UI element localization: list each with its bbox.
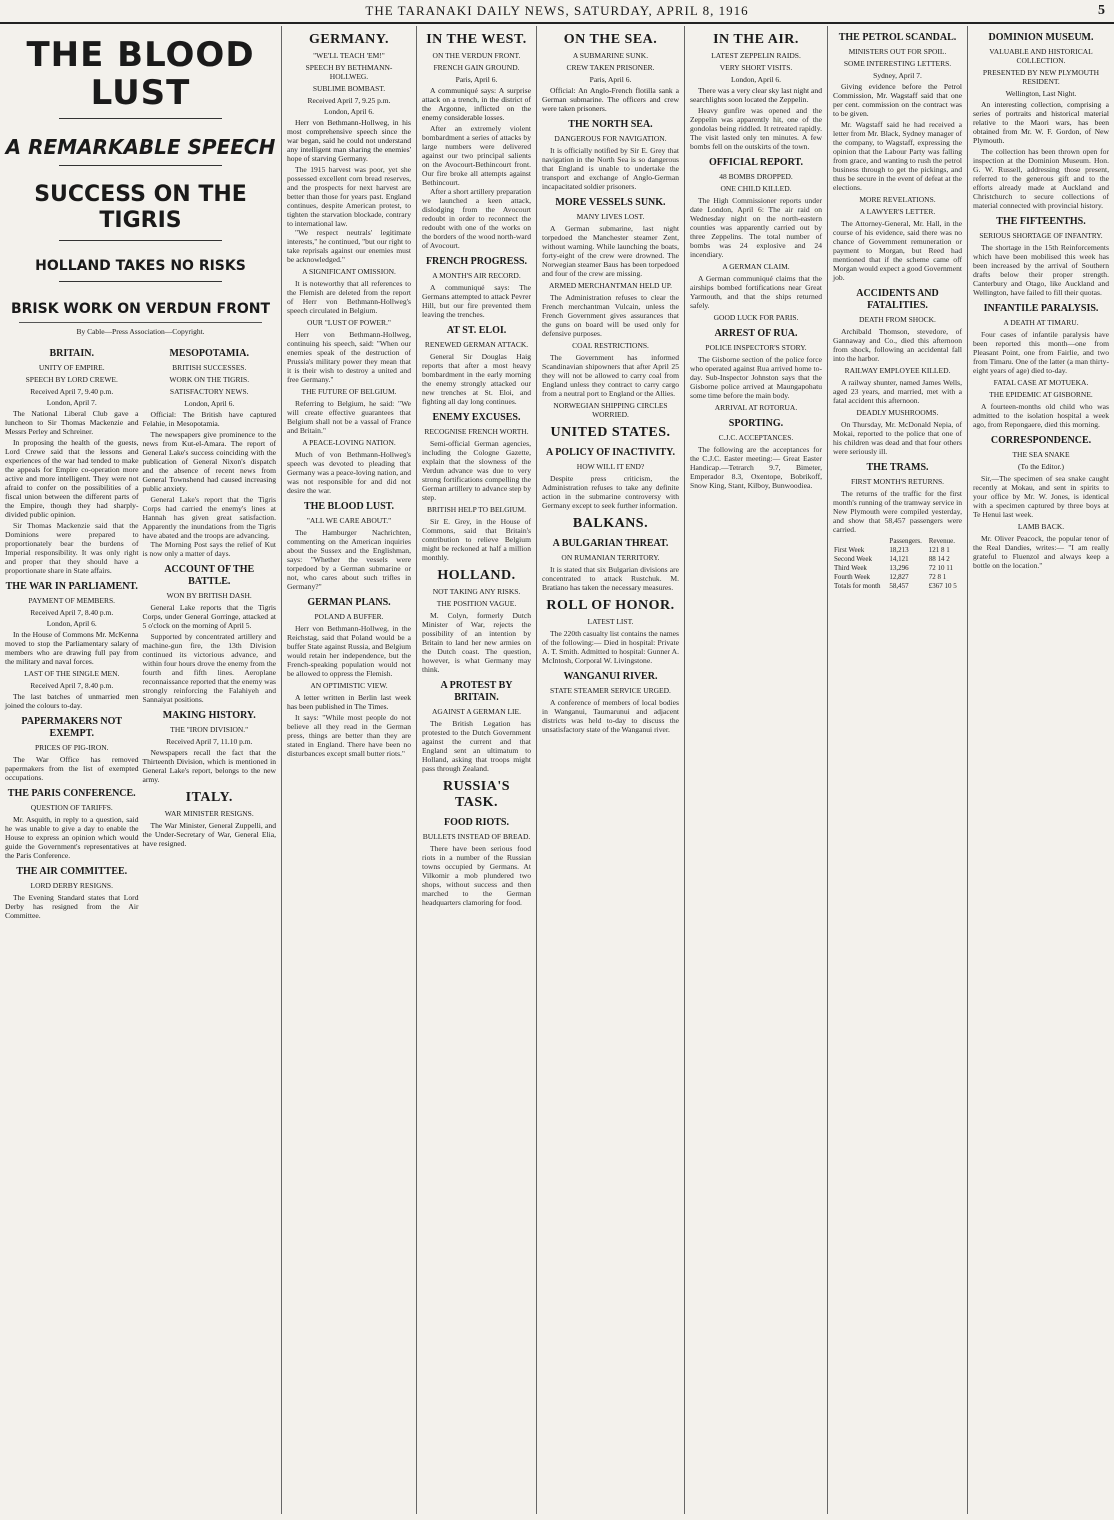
section-germany: GERMANY.: [308, 32, 390, 47]
column-west: IN THE WEST. ON THE VERDUN FRONT. FRENCH GAIN GROUND. Paris, April 6. A communiqué says: A surprise attack on a trench, in the district of the Argonne, inflicted on the enemy considerable losses. After an extremely violent bombardment a series of attacks by large numbers were delivered against our two principal salients on the Avocourt-Bethincourt front. Our fire broke all attempts against Bethincourt. After a short artillery preparation we launched a keen attack, dislodging from the Avocourt redoubt in order to reconnect the redoubt with one of the works on the borders of the wood north-ward of Avocourt. FRENCH PROGRESS. A MONTH'S AIR RECORD. A communiqué says: The Germans attempted to attack Pevrer Hill, but our fire prevented them leaving the trenches. AT ST. ELOI. RENEWED GERMAN ATTACK. General Sir Douglas Haig reports that after a most heavy bombardment in the early morning the enemy strongly attacked our new trenches at St. Eloi, and fighting all day long continues. ENEMY EXCUSES. RECOGNISE FRENCH WORTH. Semi-official German agencies, including the Cologne Gazette, explain that the slowness of the Verdun advance was due to very strong fortifications compelling the German artillery to advance step by step. BRITISH HELP TO BELGIUM. Sir E. Grey, in the House of Commons, said that Britain's contribution to relieve Belgium might be reckoned at half a million monthly. HOLLAND. NOT TAKING ANY RISKS. THE POSITION VAGUE. M. Colyn, formerly Dutch Minister of War, rejects the possibility of an intention by Britain to land her new armies on the Dutch coast. The question, however, is what Germany may think. A PROTEST BY BRITAIN. AGAINST A GERMAN LIE. The British Legation has protested to the Dutch Government against the current and that England sent an ultimatum to Holland, asking that troops might pass through Zealand. RUSSIA'S TASK. FOOD RIOTS. BULLETS INSTEAD OF BREAD. There have been serious food riots in a number of the Russian towns occupied by Germans. At Vilkomir a mob plundered two shops, without success and then marched to the German headquarters clamoring for food.: [417, 26, 537, 1514]
headline-remarkable-speech: A REMARKABLE SPEECH: [5, 135, 276, 159]
section-museum: DOMINION MUSEUM.: [988, 32, 1094, 43]
column-museum: DOMINION MUSEUM. VALUABLE AND HISTORICAL COLLECTION. PRESENTED BY NEW PLYMOUTH RESIDENT. Wellington, Last Night. An interesting collection, comprising a series of portraits and historical material relative to the Maori wars, has been obtained from Mr. W. F. Gordon, of New Plymouth. The collection has been thrown open for inspection at the Dominion Museum. Hon. G. W. Russell, addressing those present, referred to the generous gift and to the efforts already made at Auckland and Christchurch to secure collections of material connected with provincial history. THE FIFTEENTHS. SERIOUS SHORTAGE OF INFANTRY. The shortage in the 15th Reinforcements which have been mobilised this week has been increased by the arrival of Southern drafts below their proper strength. Canterbury and Otago, like Auckland and Wellington, have failed to fill their quotas. INFANTILE PARALYSIS. A DEATH AT TIMARU. Four cases of infantile paralysis have been reported this month—one from Pleasant Point, one from Fairlie, and two from Timaru. One of the latter (a man thirty-eight years of age) died to-day. FATAL CASE AT MOTUEKA. THE EPIDEMIC AT GISBORNE. A fourteen-months old child who was admitted to the isolation hospital a week ago, from Repongaere, died this morning. CORRESPONDENCE. THE SEA SNAKE (To the Editor.) Sir,—The specimen of sea snake caught recently at Mokau, and sent in spirits to your office by Mr. W. Jones, is identical with a specimen captured by three boys at Te Henui last week. LAMB BACK. Mr. Oliver Peacock, the popular tenor of the Real Dandies, writes:— "I am really grateful to Fluenzol and always keep a bottle on the location.": [973, 32, 1109, 570]
headline-holland: HOLLAND TAKES NO RISKS: [35, 258, 246, 274]
headline-verdun: BRISK WORK ON VERDUN FRONT: [10, 301, 271, 317]
column-front: THE BLOOD LUST A REMARKABLE SPEECH SUCCESS ON THE TIGRIS HOLLAND TAKES NO RISKS BRISK WORK ON VERDUN FRONT By Cable—Press Association—Copyright. BRITAIN. UNITY OF EMPIRE. SPEECH BY LORD CREWE. Received April 7, 9.40 p.m. London, April 7. The National Liberal Club gave a luncheon to Sir Thomas Mackenzie and Messrs Perley and Schreiner. In proposing the health of the guests, Lord Crewe said that the lessons and experiences of the war had tended to make the appeals for Empire co-operation more active and more intelligent. They were not afraid to confer on the possibilities of a fiscal union between the different parts of the Empire, though they had sharply-divided public opinion. Sir Thomas Mackenzie said that the Dominions were prepared to proportionately bear the burdens of Imperial responsibility. It was only right and proper that they should have a proportionate share in State affairs. THE WAR IN PARLIAMENT. PAYMENT OF MEMBERS. Received April 7, 8.40 p.m. London, April 6. In the House of Commons Mr. McKenna moved to stop the Parliamentary salary of members who are drawing full pay from the military and naval forces. LAST OF THE SINGLE MEN. Received April 7, 8.40 p.m. The last batches of unmarried men joined the colours to-day. PAPERMAKERS NOT EXEMPT. PRICES OF PIG-IRON. The War Office has removed papermakers from the list of exempted occupations. THE PARIS CONFERENCE. QUESTION OF TARIFFS. Mr. Asquith, in reply to a question, said he was unable to give a day to enable the House to express an opinion which would guide the Government's representatives at the Paris Conference. THE AIR COMMITTEE. LORD DERBY RESIGNS. The Evening Standard states that Lord Derby has resigned from the Air Committee. MESOPOTAMIA. BRITISH SUCCESSES. WORK ON THE TIGRIS. SATISFACTORY NEWS. London, April 6. Official: The British have captured Felahie, in Mesopotamia. The newspapers give prominence to the news from Kut-el-Amara. The report of General Lake's success coinciding with the publication of General Nixon's dispatch and the absence of recent news from General Townshend had caused increasing public anxiety. General Lake's report that the Tigris Corps had carried the enemy's lines at Hannah has given great satisfaction. Apparently the inundations from the Tigris have abated and the troops are advancing. The Morning Post says the relief of Kut is now only a matter of days. ACCOUNT OF THE BATTLE. WON BY BRITISH DASH. General Lake reports that the Tigris Corps, under General Gorringe, attacked at 5 o'clock on the morning of April 5. Supported by concentrated artillery and machine-gun fire, the 13th Division continued its victorious advance, and within four hours drove the enemy from the fourth and fifth lines. Aeroplane reconnaissance reported that the enemy was strongly reinforcing the Falahiyeh and Sannaiyat positions. MAKING HISTORY. THE "IRON DIVISION." Received April 7, 11.10 p.m. Newspapers recall the fact that the Thirteenth Division, which is mentioned in General Lake's report, belongs to the new army. ITALY. WAR MINISTER RESIGNS. The War Minister, General Zuppelli, and the Under-Secretary of War, General Elia, have resigned.: [0, 26, 282, 1514]
masthead: [0, 0, 1114, 24]
section-mesopotamia: MESOPOTAMIA.: [169, 348, 250, 359]
section-sea: ON THE SEA.: [563, 32, 658, 47]
unity-of-empire: UNITY OF EMPIRE.: [38, 363, 105, 372]
column-germany: GERMANY. "WE'LL TEACH 'EM!" SPEECH BY BETHMANN-HOLLWEG. SUBLIME BOMBAST. Received April 7, 9.25 p.m. London, April 6. Herr von Bethmann-Hollweg, in his most comprehensive speech since the war began, said he could not understand any intelligent man sharing the enemies' hope of starving Germany. The 1915 harvest was poor, yet she possessed excellent corn bread reserves, and the prospects for next harvest are better than those for years past. England continues, despite American protest, to tighten the starvation blockade, contrary to international law. "We respect neutrals' legitimate interests," he continued, "but our right to take reprisals against our enemies must be acknowledged." A SIGNIFICANT OMISSION. It is noteworthy that all references to the Flemish are deleted from the report of Herr von Bethmann-Hollweg's speech circulated in Belgium. OUR "LUST OF POWER." Herr von Bethmann-Hollweg, continuing his speech, said: "When our enemies speak of the destruction of Prussia's military power they mean that it is their wish to destroy a united and free Germany." THE FUTURE OF BELGIUM. Referring to Belgium, he said: "We will create effective guarantees that Belgium shall not be a vassal of France and Britain." A PEACE-LOVING NATION. Much of von Bethmann-Hollweg's speech was devoted to pleading that Germany was a peace-loving nation, and was not responsible for and did not desire the war. THE BLOOD LUST. "ALL WE CARE ABOUT." The Hamburger Nachrichten, commenting on the American inquiries about the Sussex and the Englishman, says: "Whether the vessels were torpedoed by a German submarine or not, who cares about such trifles in Germany?" GERMAN PLANS. POLAND A BUFFER. Herr von Bethmann-Hollweg, in the Reichstag, said that Poland would be a buffer State against Russia, and Belgium would retain her independence, but the French-speaking population would not be allowed to oppress the Flemish. AN OPTIMISTIC VIEW. A letter written in Berlin last week has been published in The Times. It says: "While most people do not believe all they read in the German press, things are better than they are stated in England. There have been no disturbances except small butter riots.": [282, 26, 417, 1514]
byline: By Cable—Press Association—Copyright.: [76, 327, 205, 336]
section-west: IN THE WEST.: [426, 32, 527, 47]
column-air: IN THE AIR. LATEST ZEPPELIN RAIDS. VERY SHORT VISITS. London, April 6. There was a very clear sky last night and searchlights soon located the Zeppelin. Heavy gunfire was opened and the Zeppelin was apparently hit, one of the gondolas being riddled. It retreated rapidly. The visit lasted only ten minutes. A few bombs fell on the outskirts of the town. OFFICIAL REPORT. 48 BOMBS DROPPED. ONE CHILD KILLED. The High Commissioner reports under date London, April 6: The air raid on Wednesday night on the north-eastern counties was apparently carried out by three Zeppelins. The total number of bombs was 24 explosive and 24 incendiary. A GERMAN CLAIM. A German communiqué claims that the airships bombed fortifications near Great Yarmouth, and that the ships returned safely. GOOD LUCK FOR PARIS. ARREST OF RUA. POLICE INSPECTOR'S STORY. The Gisborne section of the police force who operated against Rua arrived home to-day. Sub-Inspector Johnston says that the Gisborne police arrived at Maungapohatu some time before the main body. ARRIVAL AT ROTORUA. SPORTING. C.J.C. ACCEPTANCES. The following are the acceptances for the C.J.C. Easter meeting:— Great Easter Handicap.—Tetrarch 9.7, Bimeter, Emperador 8.3, Oxentope, Bobrikoff, Snow King, Stant, Kilboy, Bunwoodiea.: [685, 26, 828, 1514]
column-sea: ON THE SEA. A SUBMARINE SUNK. CREW TAKEN PRISONER. Paris, April 6. Official: An Anglo-French flotilla sank a German submarine. The officers and crew were taken prisoners. THE NORTH SEA. DANGEROUS FOR NAVIGATION. It is officially notified by Sir E. Grey that navigation in the North Sea is so dangerous that England is unable to undertake the transport and exchange of Anglo-German incapacitated soldier prisoners. MORE VESSELS SUNK. MANY LIVES LOST. A German submarine, last night torpedoed the Manchester steamer Zent, without warning. While launching the boats, forty-eight of the crew were drowned. The Norwegian steamer Baus has been torpedoed and four of the crew are missing. ARMED MERCHANTMAN HELD UP. The Administration refuses to clear the French merchantman Vulcain, unless the French Government gives assurances that the guns on board will be used only for defensive purposes. COAL RESTRICTIONS. The Government has informed Scandinavian shipowners that after April 25 they will not be allowed to carry coal from England unless they contract to carry cargo from a neutral port to England or the Allies. NORWEGIAN SHIPPING CIRCLES WORRIED. UNITED STATES. A POLICY OF INACTIVITY. HOW WILL IT END? Despite press criticism, the Administration refuses to take any definite action in the submarine controversy with Germany except to seek further information. BALKANS. A BULGARIAN THREAT. ON RUMANIAN TERRITORY. It is stated that six Bulgarian divisions are concentrated to attack Rustchuk. M. Bratiano has taken the necessary measures. ROLL OF HONOR. LATEST LIST. The 220th casualty list contains the names of the following:— Died in hospital: Private A. T. Smith. Admitted to hospital: Gunner A. McIntosh, Corporal W. Livingstone. WANGANUI RIVER. STATE STEAMER SERVICE URGED. A conference of members of local bodies in Wanganui, Taumarunui and adjacent districts was held to-day to discuss the unsatisfactory state of the Wanganui river.: [537, 26, 685, 1514]
section-air: IN THE AIR.: [713, 32, 799, 47]
headline-blood-lust: THE BLOOD LUST: [26, 35, 255, 113]
tram-returns-table: Passengers. Revenue. First Week 18,213 121 8 1 Second Week 14,121 88 14 2 Third Week 13,296 72 10 11 Fourth Week 12,827 72 8 1 Totals for month 58,457 £367 10 5: [834, 537, 957, 590]
section-britain: BRITAIN.: [49, 348, 95, 359]
column-petrol: THE PETROL SCANDAL. MINISTERS OUT FOR SPOIL. SOME INTERESTING LETTERS. Sydney, April 7. Giving evidence before the Petrol Commission, Mr. Wagstaff said that one per cent. commission on the contract was to be given. Mr. Wagstaff said he had received a letter from Mr. Black, Sydney manager of the company, to Wagstaff, expressing the opinion that the Labour Party was falling from grace, and wanting to rush the petrol business through to get the pickings, and thus be secure in the event of defeat at the elections. MORE REVELATIONS. A LAWYER'S LETTER. The Attorney-General, Mr. Hall, in the course of his evidence, said there was no chance of Government remuneration or payment to Morgan, but Reed had mentioned that if the scheme came off Morgan would expect a good Government job. ACCIDENTS AND FATALITIES. DEATH FROM SHOCK. Archibald Thomson, stevedore, of Gannaway and Co., died this afternoon from shock, following an accidental fall into the harbor. RAILWAY EMPLOYEE KILLED. A railway shunter, named James Wells, aged 23 years, and married, met with a fatal accident this afternoon. DEADLY MUSHROOMS. On Thursday, Mr. McDonald Nepia, of Mokai, reported to the police that one of his children was dead and that four others were seriously ill. THE TRAMS. FIRST MONTH'S RETURNS. The returns of the traffic for the first month's running of the tramway service in New Plymouth were compiled yesterday, and show that 58,457 passengers were carried. Passengers. Revenue. First Week 18,213 121 8 1 Second Week 14,121 88 14 2 Third Week 13,296 72 10 11 Fourth Week 12,827 72 8 1 Totals for month 58,457 £367 10 5: [828, 26, 968, 1514]
section-parliament: THE WAR IN PARLIAMENT.: [5, 581, 138, 592]
page-number: 5: [1098, 3, 1106, 18]
section-petrol: THE PETROL SCANDAL.: [838, 32, 957, 43]
lord-crewe: SPEECH BY LORD CREWE.: [25, 375, 118, 384]
masthead-title: THE TARANAKI DAILY NEWS, SATURDAY, APRIL 8, 1916: [365, 3, 749, 18]
headline-tigris: SUCCESS ON THE TIGRIS: [34, 182, 247, 233]
